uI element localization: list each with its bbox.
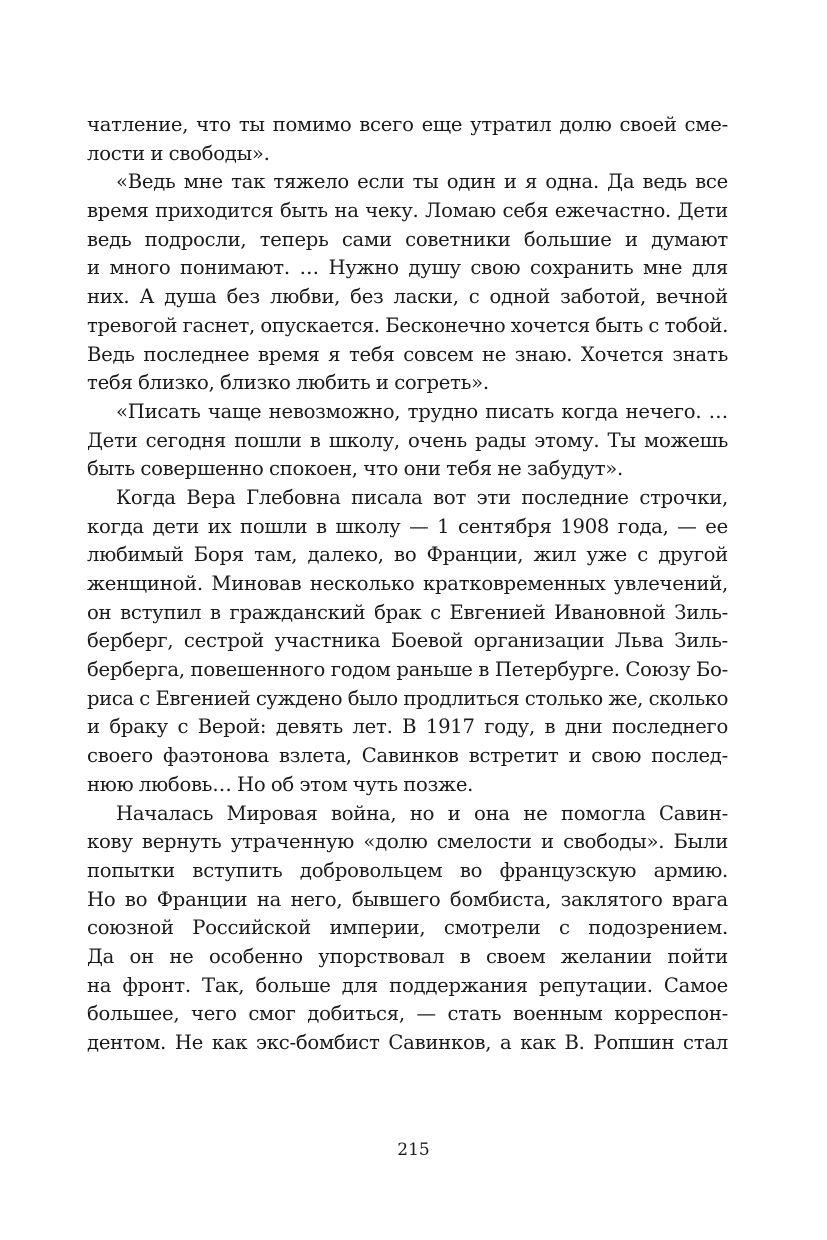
text-line: и много понимают. … Нужно душу свою сохранить мне для — [87, 256, 728, 280]
text-line: попытки вступить добровольцем во французскую армию. — [87, 858, 728, 882]
text-line: чатление, что ты помимо всего еще утратил долю своей сме- — [87, 113, 728, 136]
body-text — [87, 111, 728, 1058]
text-line: когда дети их пошли в школу — 1 сентября 1908 года, — ее — [87, 514, 728, 538]
text-line: на фронт. Так, больше для поддержания репутации. Самое — [87, 973, 728, 997]
text-line: любимый Боря там, далеко, во Франции, жил уже с другой — [87, 543, 728, 567]
text-line: своего фаэтонова взлета, Савинков встретит и свою послед- — [87, 744, 728, 768]
text-line: берберг, сестрой участника Боевой организации Льва Зиль- — [87, 629, 728, 653]
page-number: 215 — [397, 1140, 430, 1160]
text-line: Ведь последнее время я тебя совсем не знаю. Хочется знать — [87, 342, 728, 366]
text-line: лости и свободы». — [87, 141, 270, 165]
text-line: время приходится быть на чеку. Ломаю себя ежечастно. Дети — [87, 199, 728, 223]
text-line: Когда Вера Глебовна писала вот эти последние строчки, — [116, 485, 728, 509]
text-line: женщиной. Миновав несколько кратковременных увлечений, — [87, 572, 728, 595]
text-line: и браку с Верой: девять лет. В 1917 году, в дни последнего — [87, 715, 728, 739]
text-line: Но во Франции на него, бывшего бомбиста, заклятого врага — [87, 887, 728, 911]
text-line: риса с Евгенией суждено было продлиться столько же, сколько — [87, 686, 728, 710]
text-line: большее, чего смог добиться, — стать военным корреспон- — [87, 1002, 728, 1026]
text-line: кову вернуть утраченную «долю смелости и свободы». Были — [87, 830, 728, 854]
text-line: Да он не особенно упорствовал в своем желании пойти — [87, 944, 728, 968]
text-line: тревогой гаснет, опускается. Бесконечно хочется быть с тобой. — [87, 313, 728, 337]
text-line: союзной Российской империи, смотрели с подозрением. — [87, 916, 728, 940]
text-line: быть совершенно спокоен, что они тебя не забудут». — [87, 457, 624, 481]
text-line: Началась Мировая война, но и она не помогла Савин- — [116, 801, 728, 825]
text-line: Дети сегодня пошли в школу, очень рады этому. Ты можешь — [87, 428, 728, 452]
text-line: ведь подросли, теперь сами советники большие и думают — [87, 227, 728, 251]
text-line: «Ведь мне так тяжело если ты один и я одна. Да ведь все — [116, 170, 728, 194]
text-line: дентом. Не как экс-бомбист Савинков, а как В. Ропшин стал — [87, 1031, 728, 1054]
text-line: «Писать чаще невозможно, трудно писать когда нечего. … — [116, 399, 728, 423]
text-line: берберга, повешенного годом раньше в Петербурге. Союзу Бо- — [87, 658, 728, 682]
text-line: нюю любовь… Но об этом чуть позже. — [87, 772, 474, 796]
text-line: тебя близко, близко любить и согреть». — [87, 371, 489, 395]
text-line: них. А душа без любви, без ласки, с одной заботой, вечной — [87, 285, 728, 309]
text-line: он вступил в гражданский брак с Евгенией Ивановной Зиль- — [87, 600, 728, 624]
